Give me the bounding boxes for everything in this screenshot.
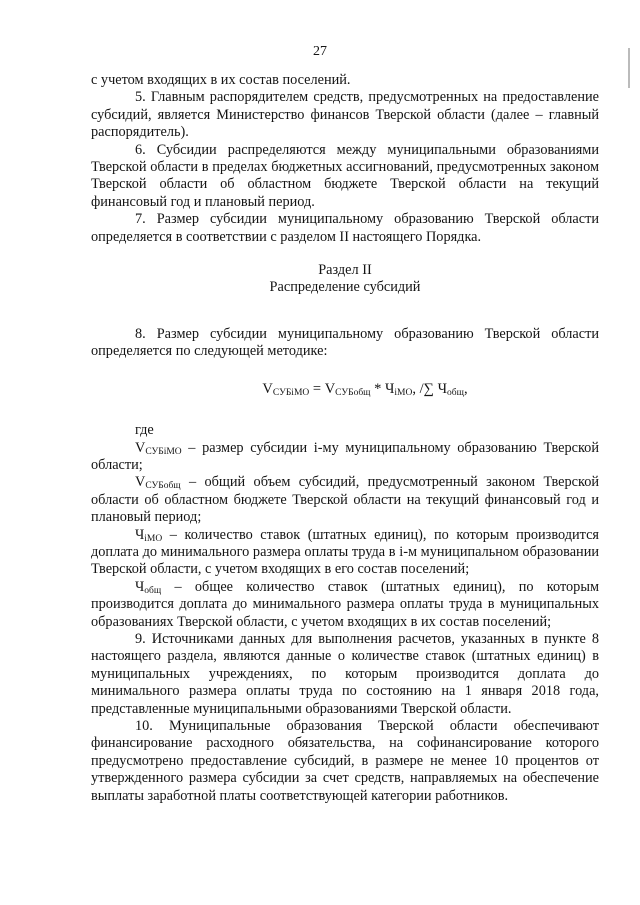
def3-subscript: iМО <box>144 533 163 544</box>
def4-symbol: Ч <box>135 578 145 595</box>
formula <box>91 381 599 398</box>
section-title: Распределение субсидий <box>269 279 421 296</box>
def2-text: – общий объем субсидий, предусмотренный законом Тверской области об областном бюджете Тверской области на текущий финансовый год и плановый период; <box>91 474 599 526</box>
def4-text: – общее количество ставок (штатных единиц), по которым производится доплата до минимального размера оплаты труда в муниципальных образованиях Тверской области, с учетом входящих в их состав поселений; <box>91 578 599 630</box>
def4-subscript: общ <box>144 585 162 596</box>
document-body <box>91 72 599 805</box>
def1-text: – размер субсидии i-му муниципальному образованию Тверской области; <box>91 439 599 473</box>
formula-eq: = <box>309 380 325 397</box>
formula-div: , /∑ Ч <box>412 380 448 397</box>
formula-end: , <box>463 380 468 397</box>
def3-text: – количество ставок (штатных единиц), по которым производится доплата до минимального размера оплаты труда в i-м муниципальном образовании Тверской области, с учетом входящих в его состав поселений; <box>91 526 599 578</box>
definition-v-sub-imo <box>91 440 599 475</box>
section-label: Раздел II <box>318 262 372 279</box>
def1-symbol: V <box>135 439 146 456</box>
def1-subscript: СУБiМО <box>145 446 182 457</box>
formula-v2-sub: СУБобщ <box>335 387 371 398</box>
where-label: где <box>135 422 154 439</box>
definition-ch-total <box>91 579 599 631</box>
paragraph-9: 9. Источниками данных для выполнения расчетов, указанных в пункте 8 настоящего раздела, являются данные о количестве ставок (штатных единиц) в муниципальных учреждениях, по которым производится доплата до минимального размера оплаты труда по состоянию на 1 января 2018 года, представленные муниципальными образованиями Тверской области. <box>91 630 599 717</box>
paragraph-5: 5. Главным распорядителем средств, предусмотренных на предоставление субсидий, является Министерство финансов Тверской области (далее – главный распорядитель). <box>91 89 599 141</box>
definition-ch-imo <box>91 527 599 579</box>
def3-symbol: Ч <box>135 526 145 543</box>
formula-ch-sub: iМО <box>394 387 413 398</box>
paragraph-10: 10. Муниципальные образования Тверской области обеспечивают финансирование расходного обязательства, на софинансирование которого предусмотрено предоставление субсидий, в размере не менее 10 процентов от утвержденного размера субсидии за счет средств, направляемых на обеспечение выплаты заработной платы соответствующей категории работников. <box>91 718 599 804</box>
margin-mark <box>628 48 632 88</box>
def2-subscript: СУБобщ <box>145 481 181 492</box>
paragraph-continuation: с учетом входящих в их состав поселений. <box>91 72 351 88</box>
paragraph-7: 7. Размер субсидии муниципальному образованию Тверской области определяется в соответствии с разделом II настоящего Порядка. <box>91 211 599 245</box>
def2-symbol: V <box>135 474 146 491</box>
paragraph-6: 6. Субсидии распределяются между муниципальными образованиями Тверской области в пределах бюджетных ассигнований, предусмотренных законом Тверской области об областном бюджете Тверской области на текущий финансовый год и плановый период. <box>91 141 599 210</box>
formula-v2: V <box>324 380 336 397</box>
definition-v-sub-total <box>91 474 599 526</box>
margin-line <box>628 48 630 88</box>
page-number: 27 <box>313 44 327 59</box>
formula-v: V <box>262 380 273 397</box>
formula-ch2-sub: общ <box>447 387 464 398</box>
formula-mult: * Ч <box>370 380 395 397</box>
formula-v-sub: СУБiМО <box>272 387 310 398</box>
paragraph-8: 8. Размер субсидии муниципальному образованию Тверской области определяется по следующей методике: <box>91 325 599 360</box>
